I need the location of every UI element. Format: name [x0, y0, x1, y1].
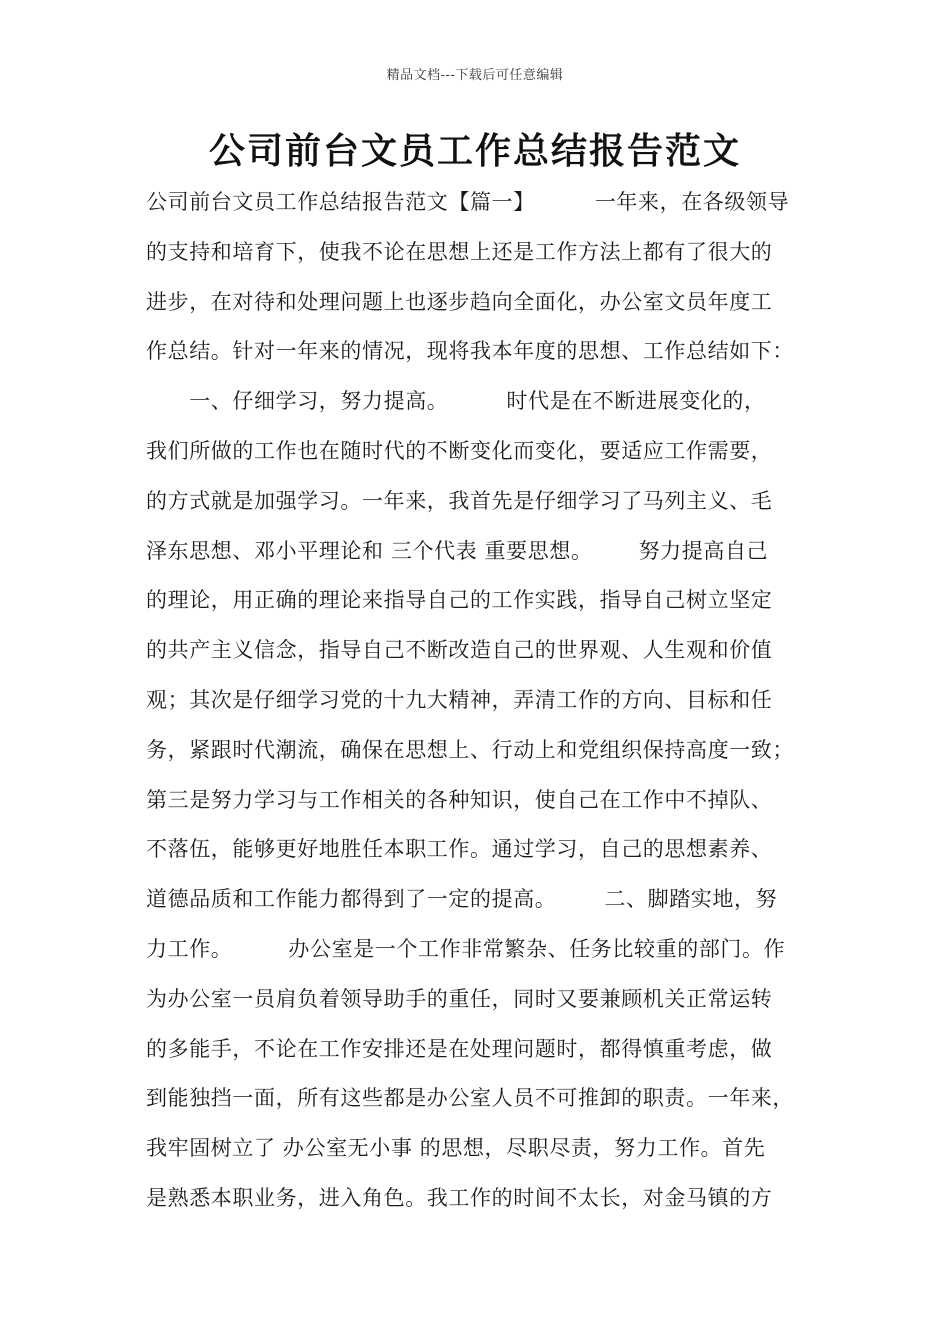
text-segment: 办公室是一个工作非常繁杂、任务比较重的部门。作 — [288, 936, 786, 961]
text-segment: 泽东思想、邓小平理论和 三个代表 重要思想。 — [146, 538, 593, 563]
text-segment: 的方式就是加强学习。一年来，我首先是仔细学习了马列主义、毛 — [146, 488, 773, 513]
text-segment: 努力提高自己 — [638, 538, 769, 563]
text-line — [146, 327, 822, 377]
text-segment: 一年来，在各级领导 — [594, 190, 790, 214]
text-line — [146, 626, 822, 676]
text-segment: 公司前台文员工作总结报告范文【篇一】 — [146, 190, 535, 214]
text-segment: 道德品质和工作能力都得到了一定的提高。 — [146, 887, 557, 912]
text-segment: 我牢固树立了 办公室无小事 的思想，尽职尽责，努力工作。首先 — [146, 1136, 766, 1161]
text-line — [146, 676, 822, 726]
text-segment: 的支持和培育下，使我不论在思想上还是工作方法上都有了很大的 — [146, 239, 773, 264]
text-line — [146, 1124, 822, 1174]
text-segment: 我们所做的工作也在随时代的不断变化而变化，要适应工作需要， — [146, 438, 773, 463]
text-line — [146, 278, 822, 328]
text-segment: 一、仔细学习，努力提高。 — [146, 389, 449, 414]
text-line — [146, 1174, 822, 1224]
text-segment: 进步，在对待和处理问题上也逐步趋向全面化，办公室文员年度工 — [146, 289, 773, 314]
text-line — [146, 576, 822, 626]
document-title: 公司前台文员工作总结报告范文 — [208, 131, 741, 172]
text-segment: 是熟悉本职业务，进入角色。我工作的时间不太长，对金马镇的方 — [146, 1185, 773, 1210]
text-line — [146, 776, 822, 826]
text-line — [146, 975, 822, 1025]
text-segment: 到能独挡一面，所有这些都是办公室人员不可推卸的职责。一年来， — [146, 1086, 794, 1111]
text-line — [146, 925, 822, 975]
text-segment: 的共产主义信念，指导自己不断改造自己的世界观、人生观和价值 — [146, 638, 773, 663]
text-line — [146, 1074, 822, 1124]
header-note: 精品文档---下载后可任意编辑 — [386, 68, 564, 83]
text-line — [146, 875, 822, 925]
text-line — [146, 825, 822, 875]
text-segment: 不落伍，能够更好地胜任本职工作。通过学习，自己的思想素养、 — [146, 837, 773, 862]
text-segment: 力工作。 — [146, 936, 233, 961]
text-line — [146, 228, 822, 278]
text-line — [146, 477, 822, 527]
text-line — [146, 427, 822, 477]
text-segment: 第三是努力学习与工作相关的各种知识，使自己在工作中不掉队、 — [146, 787, 773, 812]
document-body — [146, 178, 822, 1224]
text-segment: 观；其次是仔细学习党的十九大精神，弄清工作的方向、目标和任 — [146, 687, 773, 712]
text-line — [146, 377, 822, 427]
text-segment: 为办公室一员肩负着领导助手的重任，同时又要兼顾机关正常运转 — [146, 986, 773, 1011]
text-segment: 作总结。针对一年来的情况，现将我本年度的思想、工作总结如下： — [146, 339, 794, 364]
text-segment: 的理论，用正确的理论来指导自己的工作实践，指导自己树立坚定 — [146, 588, 773, 613]
text-line — [146, 1025, 822, 1075]
text-line — [146, 726, 822, 776]
text-segment: 时代是在不断进展变化的， — [506, 389, 766, 414]
text-line — [146, 178, 822, 228]
text-segment: 务，紧跟时代潮流，确保在思想上、行动上和党组织保持高度一致； — [146, 737, 794, 762]
text-segment: 二、脚踏实地，努 — [604, 887, 778, 912]
text-line — [146, 527, 822, 577]
text-segment: 的多能手，不论在工作安排还是在处理问题时，都得慎重考虑，做 — [146, 1036, 773, 1061]
